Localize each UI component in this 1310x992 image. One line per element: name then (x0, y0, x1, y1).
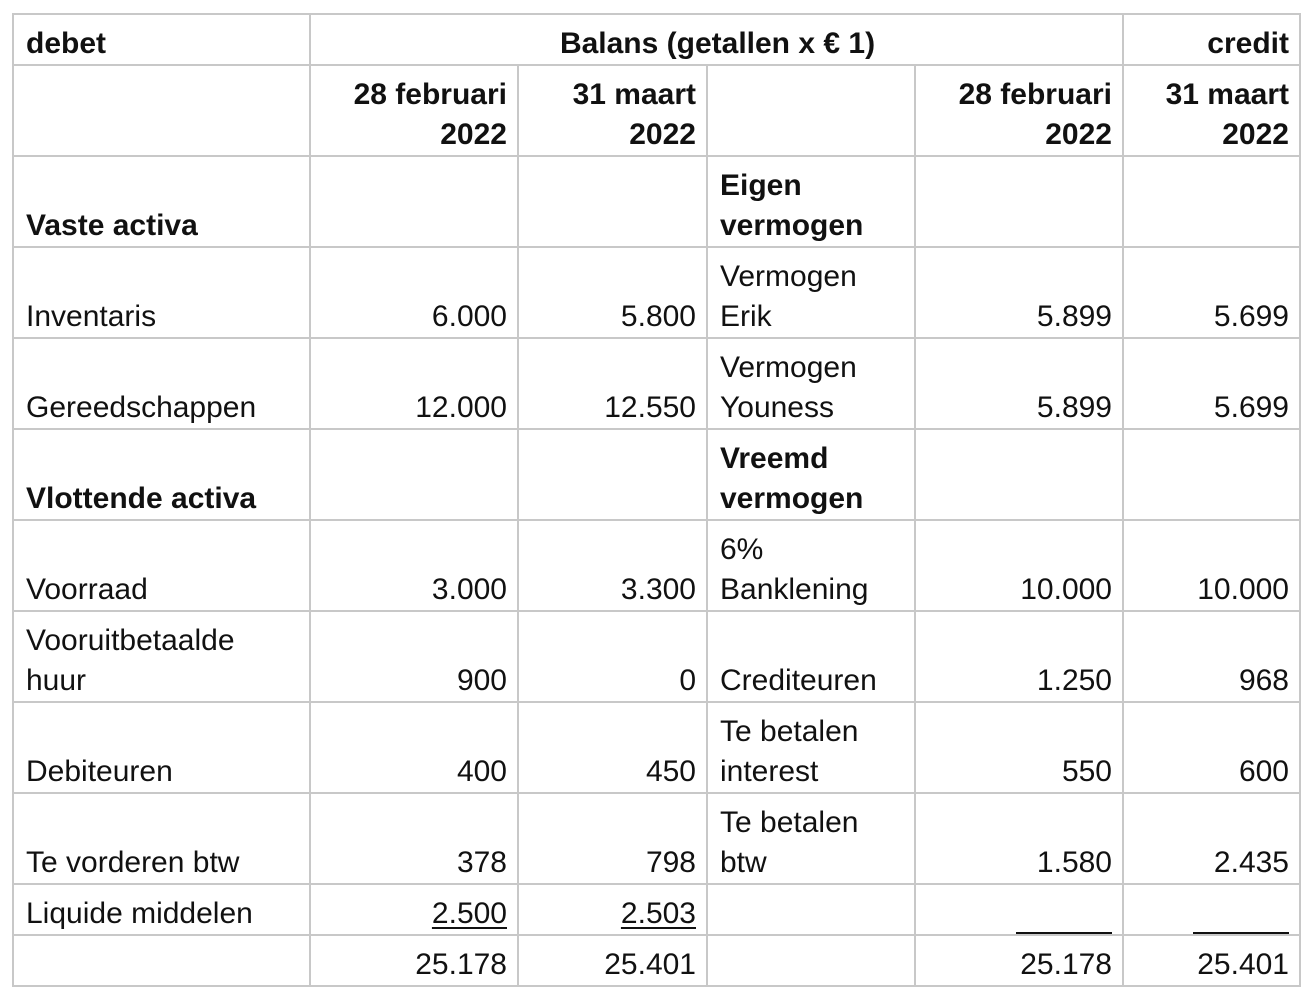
credit-feb-value: 1.580 (915, 793, 1123, 884)
credit-label: credit (1123, 14, 1300, 65)
debit-feb-value: 400 (310, 702, 518, 793)
credit-mar-value: 600 (1123, 702, 1300, 793)
credit-feb-value (915, 429, 1123, 520)
credit-item-label: 6% Banklening (707, 520, 915, 611)
credit-mar-value: 10.000 (1123, 520, 1300, 611)
credit-item-label: Vermogen Erik (707, 247, 915, 338)
empty-cell (13, 935, 310, 986)
empty-cell (707, 884, 915, 935)
debit-feb-value: 12.000 (310, 338, 518, 429)
title-row (13, 14, 1300, 65)
credit-mar-value: 5.699 (1123, 338, 1300, 429)
credit-feb-value: 5.899 (915, 247, 1123, 338)
debit-item-label: Inventaris (13, 247, 310, 338)
debit-mar-value: 450 (518, 702, 707, 793)
credit-item-label: Vreemd vermogen (707, 429, 915, 520)
debit-mar-value: 798 (518, 793, 707, 884)
table-row (13, 156, 1300, 247)
debit-mar-value: 0 (518, 611, 707, 702)
total-debit-mar: 25.401 (518, 935, 707, 986)
credit-feb-header: 28 februari 2022 (915, 65, 1123, 156)
credit-item-label: Te betalen interest (707, 702, 915, 793)
debit-feb-value: 900 (310, 611, 518, 702)
debit-mar-value: 5.800 (518, 247, 707, 338)
debit-item-label: Debiteuren (13, 702, 310, 793)
credit-feb-rule-cell (915, 884, 1123, 935)
debit-item-label: Vaste activa (13, 156, 310, 247)
debit-feb-value: 3.000 (310, 520, 518, 611)
date-header-row (13, 65, 1300, 156)
credit-item-label: Te betalen btw (707, 793, 915, 884)
liquide-mar: 2.503 (518, 884, 707, 935)
credit-mar-value: 968 (1123, 611, 1300, 702)
credit-item-label: Eigen vermogen (707, 156, 915, 247)
balance-sheet-table (12, 13, 1301, 987)
empty-header-cell (707, 65, 915, 156)
credit-feb-value: 10.000 (915, 520, 1123, 611)
sum-rule (1016, 932, 1112, 934)
debet-label: debet (13, 14, 310, 65)
liquide-feb: 2.500 (310, 884, 518, 935)
debit-feb-value (310, 429, 518, 520)
debit-mar-value (518, 429, 707, 520)
debit-mar-value: 3.300 (518, 520, 707, 611)
debit-item-label: Voorraad (13, 520, 310, 611)
table-row (13, 338, 1300, 429)
credit-mar-value (1123, 156, 1300, 247)
totals-row (13, 935, 1300, 986)
credit-mar-value: 5.699 (1123, 247, 1300, 338)
table-row (13, 247, 1300, 338)
liquide-label: Liquide middelen (13, 884, 310, 935)
table-row (13, 793, 1300, 884)
total-credit-mar: 25.401 (1123, 935, 1300, 986)
total-debit-feb: 25.178 (310, 935, 518, 986)
debit-mar-header: 31 maart 2022 (518, 65, 707, 156)
debit-item-label: Vooruitbetaalde huur (13, 611, 310, 702)
debit-feb-value (310, 156, 518, 247)
table-row (13, 520, 1300, 611)
credit-item-label: Vermogen Youness (707, 338, 915, 429)
table-row (13, 702, 1300, 793)
table-row (13, 429, 1300, 520)
debit-item-label: Vlottende activa (13, 429, 310, 520)
debit-feb-value: 6.000 (310, 247, 518, 338)
credit-mar-value (1123, 429, 1300, 520)
debit-feb-header: 28 februari 2022 (310, 65, 518, 156)
credit-feb-value: 5.899 (915, 338, 1123, 429)
debit-mar-value (518, 156, 707, 247)
credit-mar-header: 31 maart 2022 (1123, 65, 1300, 156)
credit-mar-value: 2.435 (1123, 793, 1300, 884)
sum-rule (1193, 932, 1289, 934)
table-row (13, 611, 1300, 702)
debit-mar-value: 12.550 (518, 338, 707, 429)
credit-feb-value: 550 (915, 702, 1123, 793)
empty-cell (707, 935, 915, 986)
credit-item-label: Crediteuren (707, 611, 915, 702)
balance-title: Balans (getallen x € 1) (310, 14, 1123, 65)
credit-feb-value: 1.250 (915, 611, 1123, 702)
debit-feb-value: 378 (310, 793, 518, 884)
credit-mar-rule-cell (1123, 884, 1300, 935)
debit-item-label: Gereedschappen (13, 338, 310, 429)
total-credit-feb: 25.178 (915, 935, 1123, 986)
debit-item-label: Te vorderen btw (13, 793, 310, 884)
credit-feb-value (915, 156, 1123, 247)
empty-header-cell (13, 65, 310, 156)
liquide-row (13, 884, 1300, 935)
